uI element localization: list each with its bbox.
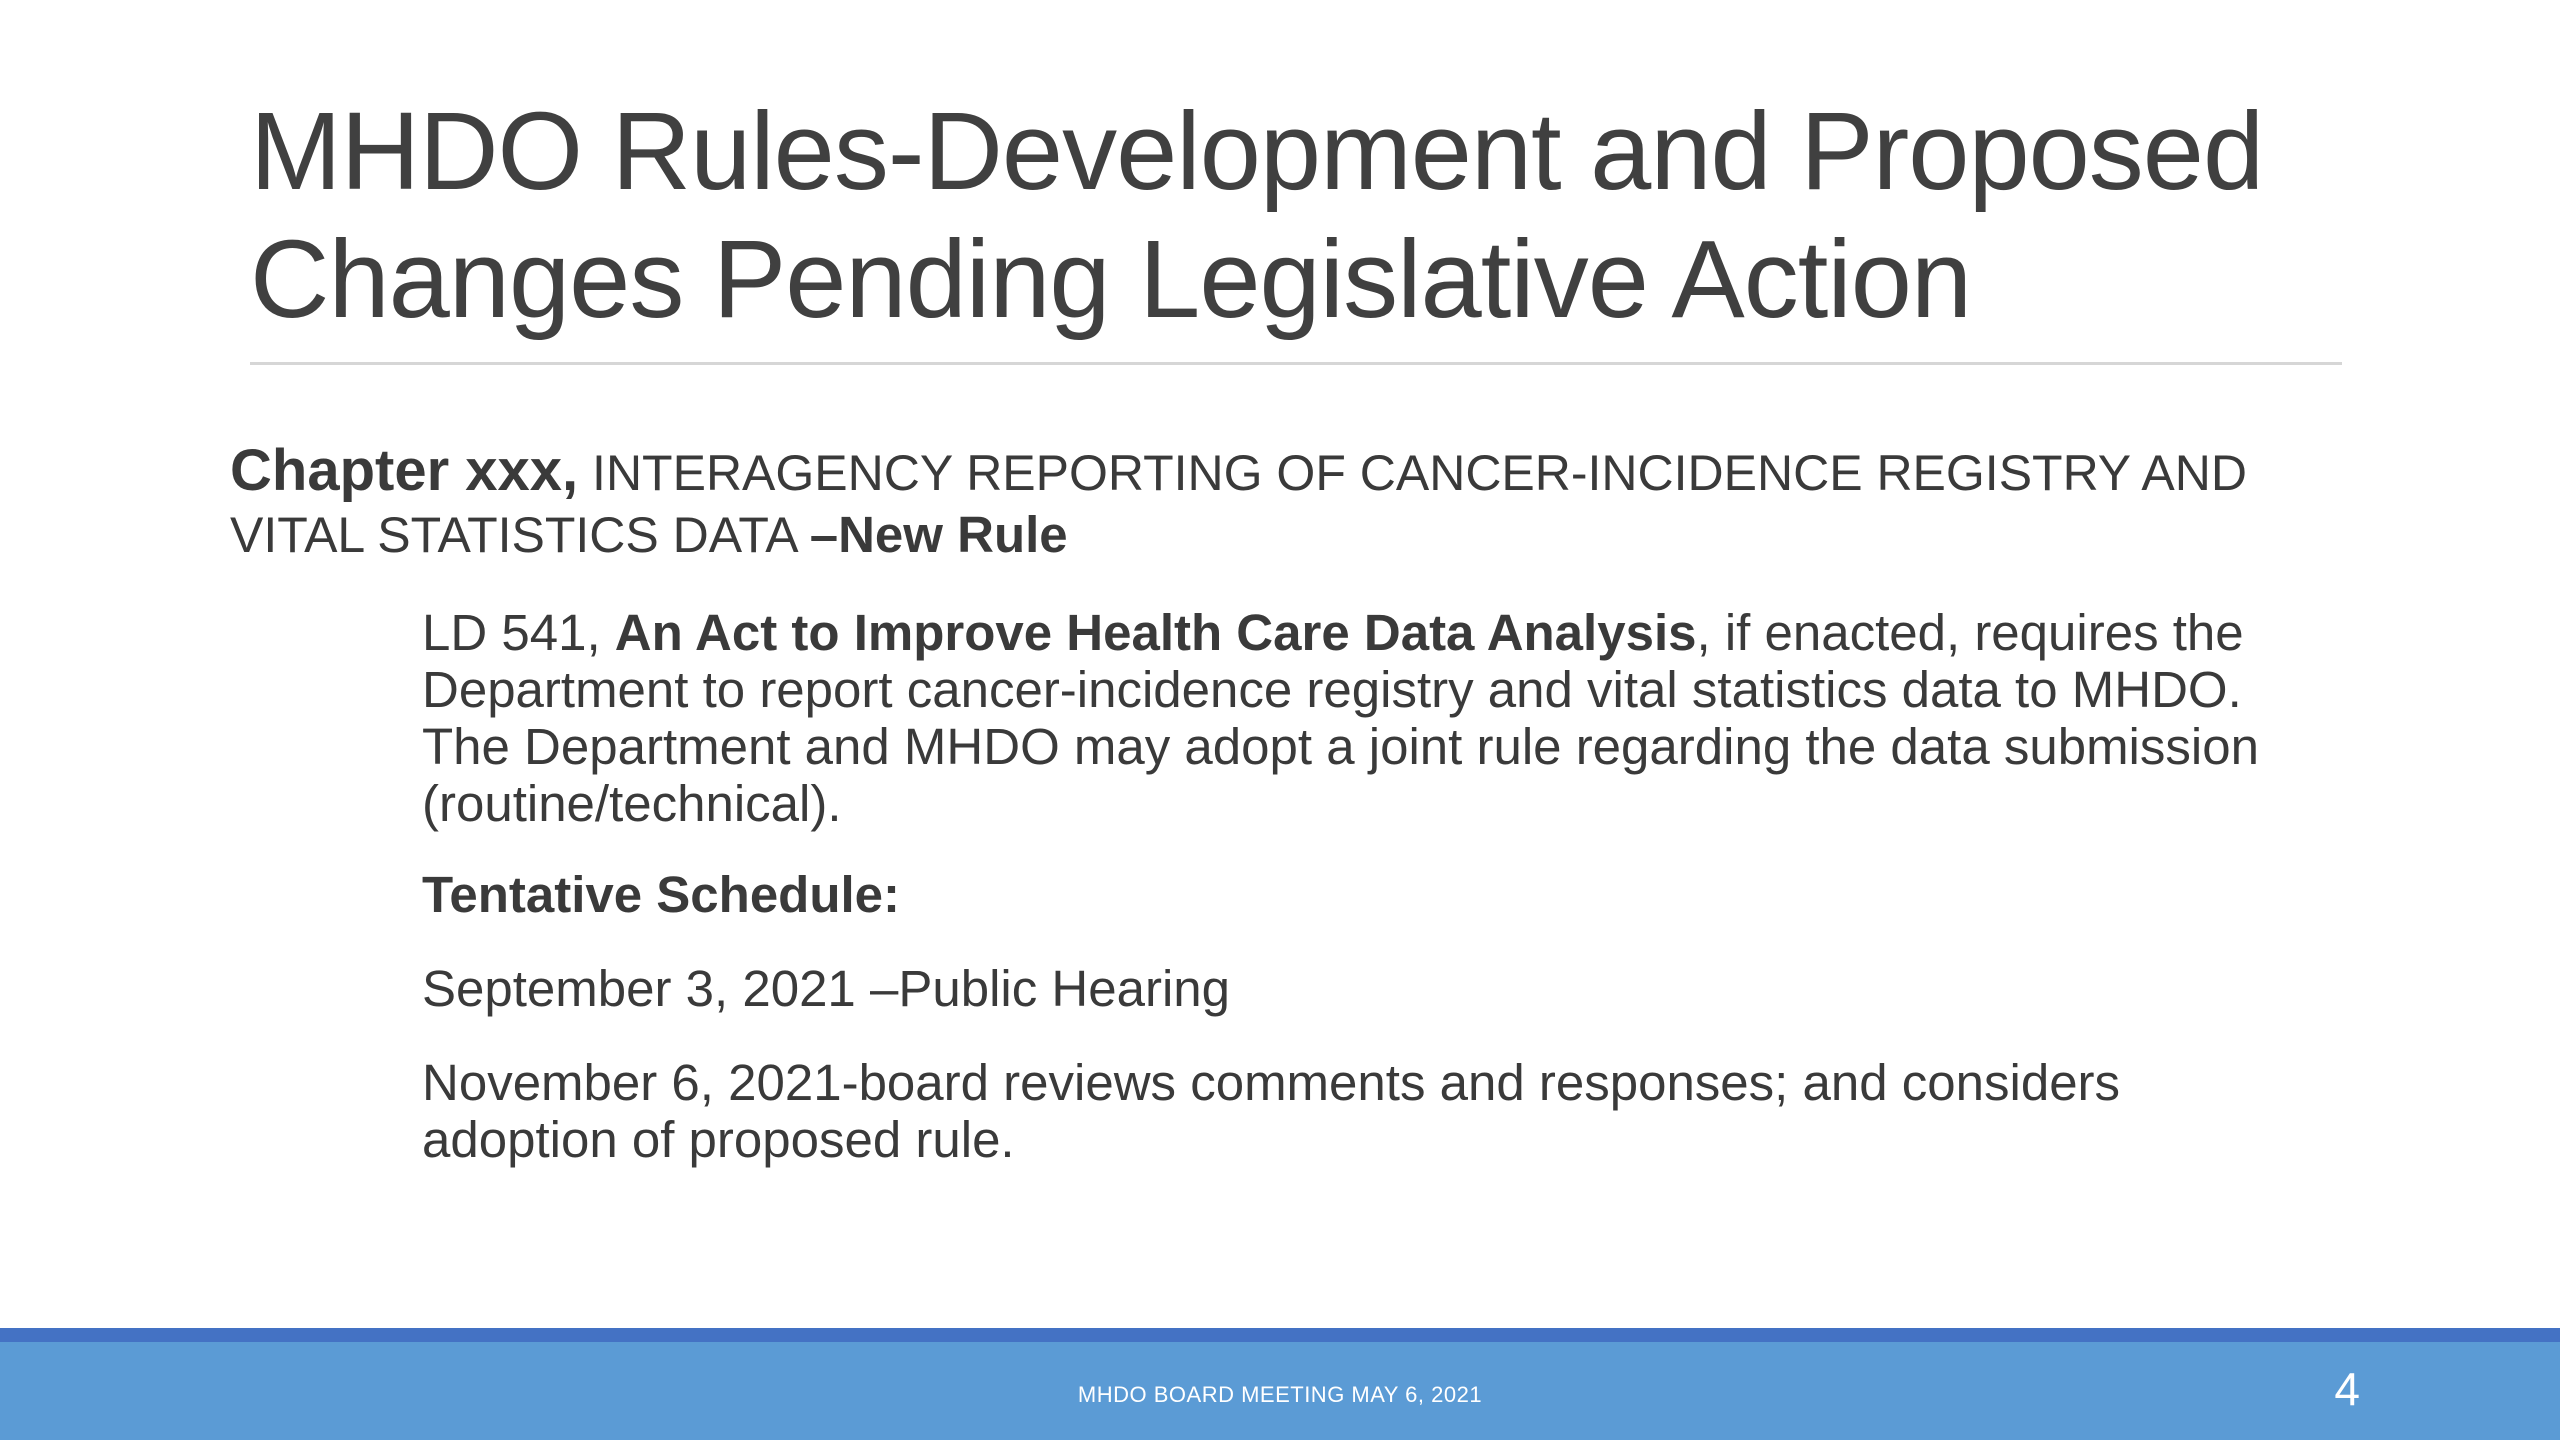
footer-text: MHDO BOARD MEETING MAY 6, 2021 [1077,1382,1483,1407]
title-line-1: MHDO Rules-Development and Proposed [250,90,2264,213]
ld-description: , if enacted, requires the Department to report cancer-incidence registry and vital statistics data to MHDO. The Department and MHDO may adopt a joint rule regarding the data submission (routine/technical). [422,604,2259,832]
page-number: 4 [2334,1363,2360,1415]
title-line-2: Changes Pending Legislative Action [250,218,1972,341]
slide-title [250,88,2350,344]
schedule-heading: Tentative Schedule: [422,866,901,923]
chapter-label: Chapter xxx, [230,438,579,503]
ld-prefix: LD 541, [422,604,615,661]
footer-accent-stripe [0,1328,2560,1342]
schedule-item-board-review: November 6, 2021-board reviews comments and responses; and considers adoption of proposed rule. [422,1054,2121,1168]
chapter-heading [230,440,2350,566]
title-divider [250,362,2342,365]
ld-paragraph [422,604,2302,832]
schedule-item-hearing: September 3, 2021 –Public Hearing [422,960,1231,1017]
chapter-title: INTERAGENCY REPORTING OF CANCER-INCIDENCE REGISTRY AND VITAL STATISTICS DATA [230,445,2247,563]
act-name: An Act to Improve Health Care Data Analysis [614,604,1697,661]
chapter-new-rule: –New Rule [809,506,1068,563]
